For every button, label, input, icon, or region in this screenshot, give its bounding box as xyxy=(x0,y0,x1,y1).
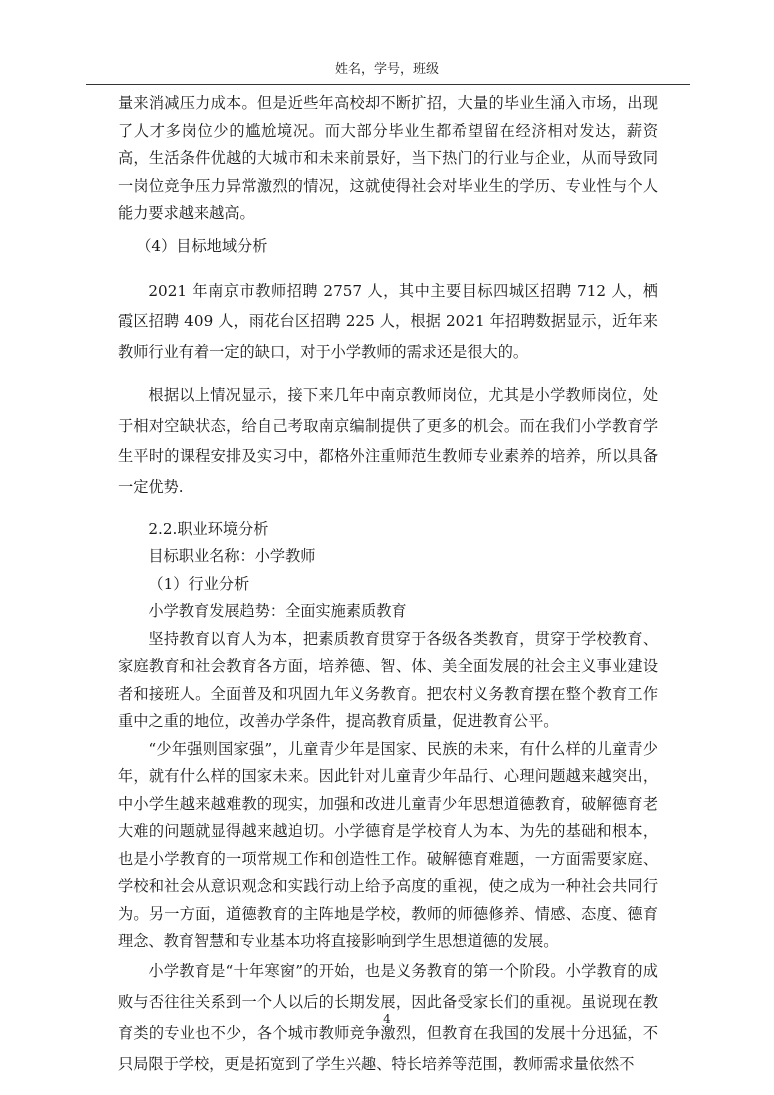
heading-career-environment-analysis: 2.2.职业环境分析 xyxy=(148,519,269,538)
paragraph-pressure-cost: 量来消减压力成本。但是近些年高校却不断扩招，大量的毕业生涌入市场，出现了人才多岗位少的尴尬境况。而大部分毕业生都希望留在经济相对发达，薪资高，生活条件优越的大城市和未来前景好，当下热门的行业与企业，从而导致同一岗位竞争压力异常激烈的情况，这就使得社会对毕业生的学历、专业性与个人能力要求越来越高。 xyxy=(118,94,658,222)
paragraph-moral-education: “少年强则国家强”，儿童青少年是国家、民族的未来，有什么样的儿童青少年，就有什么样的国家未来。因此针对儿童青少年品行、心理问题越来越突出，中小学生越来越难教的现实，加强和改进儿童青少年思想道德教育，破解德育老大难的问题就显得越来越迫切。小学德育是学校育人为本、为先的基础和根本，也是小学教育的一项常规工作和创造性工作。破解德育难题，一方面需要家庭、学校和社会从意识观念和实践行动上给予高度的重视，使之成为一种社会共同行为。另一方面，道德教育的主阵地是学校，教师的师德修养、情感、态度、德育理念、教育智慧和专业基本功将直接影响到学生思想道德的发展。 xyxy=(118,739,658,951)
paragraph-conclusion-advantage: 根据以上情况显示，接下来几年中南京教师岗位，尤其是小学教师岗位，处于相对空缺状态，给自己考取南京编制提供了更多的机会。而在我们小学教育学生平时的课程安排及实习中，都格外注重师范生教师专业素养的培养，所以具备一定优势. xyxy=(118,386,658,497)
page-header: 姓名，学号，班级 xyxy=(334,62,439,77)
paragraph-quality-education: 坚持教育以育人为本，把素质教育贯穿于各级各类教育，贯穿于学校教育、家庭教育和社会教育各方面，培养德、智、体、美全面发展的社会主义事业建设者和接班人。全面普及和巩固九年义务教育。把农村义务教育摆在整个教育工作重中之重的地位，改善办学条件，提高教育质量，促进教育公平。 xyxy=(118,629,658,731)
page-number: 4 xyxy=(383,1012,391,1026)
document-body xyxy=(118,90,658,1080)
paragraph-nanjing-recruitment: 2021 年南京市教师招聘 2757 人，其中主要目标四城区招聘 712 人，栖霞区招聘 409 人，雨花台区招聘 225 人，根据 2021 年招聘数据显示，近年来教师行业有着一定的缺口，对于小学教师的需求还是很大的。 xyxy=(118,281,658,361)
heading-target-occupation: 目标职业名称：小学教师 xyxy=(148,547,316,566)
paragraph-primary-education: 小学教育是“十年寒窗”的开始，也是义务教育的第一个阶段。小学教育的成败与否往往关系到一个人以后的长期发展，因此备受家长们的重视。虽说现在教育类的专业也不少，各个城市教师竞争激烈，但教育在我国的发展十分迅猛，不只局限于学校，更是拓宽到了学生兴趣、特长培养等范围，教师需求量依然不 xyxy=(118,961,658,1073)
header-divider xyxy=(86,84,690,85)
heading-industry-analysis: （1）行业分析 xyxy=(148,574,250,593)
heading-target-region-analysis: （4）目标地域分析 xyxy=(136,236,268,255)
heading-development-trend: 小学教育发展趋势：全面实施素质教育 xyxy=(148,602,407,621)
